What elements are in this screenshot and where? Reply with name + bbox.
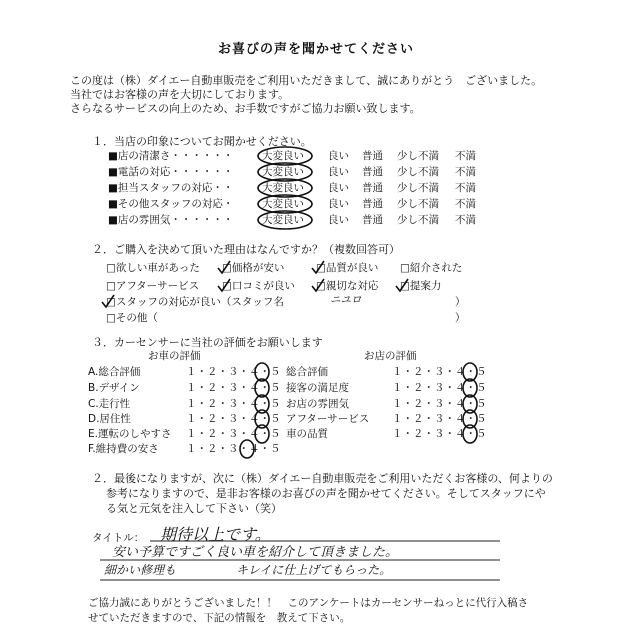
q3-car-item-label: E.運転のしやすさ	[88, 428, 172, 440]
q1-scale-normal[interactable]: 普通	[362, 198, 383, 210]
q3-car-item-label: F.維持費の安さ	[88, 443, 159, 455]
q2-option[interactable]: □アフターサービス	[106, 280, 200, 292]
q3-heading: ３．カーセンサーに当社の評価をお願いします	[92, 336, 323, 349]
q3-car-item-scale[interactable]: １・２・３・４・５	[186, 443, 281, 455]
q2-option[interactable]: □スタッフの対応が良い（スタッフ名	[106, 296, 284, 308]
q1-scale-good[interactable]: 良い	[328, 166, 349, 178]
q1-scale-good[interactable]: 良い	[328, 198, 349, 210]
q2-check-mark	[102, 295, 114, 307]
page-title: お喜びの声を聞かせてください	[218, 42, 415, 57]
q3-car-item-label: B.デザイン	[88, 382, 140, 394]
q2-check-mark	[312, 261, 324, 273]
q3-shop-item-scale[interactable]: １・２・３・４・５	[392, 398, 487, 410]
q3-car-item-scale[interactable]: １・２・３・４・５	[186, 366, 281, 378]
q1-scale-normal[interactable]: 普通	[362, 150, 383, 162]
q1-row-label: ■店の雰囲気・・・・・・	[108, 214, 234, 226]
q2-option[interactable]: □親切な対応	[316, 280, 379, 292]
q2-option[interactable]: □品質が良い	[316, 262, 379, 274]
q2-option[interactable]: □欲しい車があった	[106, 262, 200, 274]
q3-car-item-scale[interactable]: １・２・３・４・５	[186, 413, 281, 425]
q1-scale-dissatisfied[interactable]: 不満	[455, 198, 476, 210]
q4-title-value[interactable]: 期待以上です。	[160, 525, 271, 544]
q4-text-line-1: ２．最後になりますが、次に（株）ダイエー自動車販売をご利用いただくお客様の、何よりの	[92, 472, 553, 485]
q3-car-item-label: D.居住性	[88, 413, 131, 425]
intro-line-3: さらなるサービスの向上のため、お手数ですがご協力お願い致します。	[70, 102, 421, 115]
q2-close-paren: ）	[455, 296, 466, 308]
q2-check-mark	[218, 261, 230, 273]
q1-scale-normal[interactable]: 普通	[362, 166, 383, 178]
q4-title-label: タイトル：	[92, 532, 145, 544]
footer-line-2: せていただきますので、下記の情報を 教えて下さい。	[88, 612, 351, 624]
q3-car-header: お車の評価	[148, 350, 201, 362]
q3-car-item-scale[interactable]: １・２・３・４・５	[186, 428, 281, 440]
q1-scale-normal[interactable]: 普通	[362, 182, 383, 194]
q3-car-item-label: A.総合評価	[88, 366, 141, 378]
q2-heading: ２．ご購入を決めて頂いた理由はなんですか？（複数回答可）	[92, 243, 400, 256]
q3-shop-item-scale[interactable]: １・２・３・４・５	[392, 428, 487, 440]
q3-car-item-label: C.走行性	[88, 398, 131, 410]
q2-check-mark	[312, 279, 324, 291]
q1-scale-very-good[interactable]: 大変良い	[262, 214, 304, 226]
q3-shop-item-label: お店の雰囲気	[286, 398, 349, 410]
q1-scale-slightly-dissatisfied[interactable]: 少し不満	[397, 214, 439, 226]
q1-scale-good[interactable]: 良い	[328, 150, 349, 162]
q1-heading: １．当店の印象についてお聞かせください。	[92, 135, 312, 148]
q2-option[interactable]: □価格が安い	[222, 262, 285, 274]
q1-scale-very-good[interactable]: 大変良い	[262, 150, 304, 162]
q1-scale-slightly-dissatisfied[interactable]: 少し不満	[397, 150, 439, 162]
q1-scale-slightly-dissatisfied[interactable]: 少し不満	[397, 166, 439, 178]
footer-line-1: ご協力誠にありがとうございました！！ このアンケートはカーセンサーねっとに代行入稿さ	[88, 597, 529, 609]
q1-row-label: ■店の清潔さ・・・・・・	[108, 150, 234, 162]
q1-scale-dissatisfied[interactable]: 不満	[455, 182, 476, 194]
q3-shop-item-label: 車の品質	[286, 428, 328, 440]
q2-check-mark	[218, 279, 230, 291]
q4-body-line-3[interactable]: キレイに仕上げてもらった。	[236, 563, 392, 577]
q4-body-line-1[interactable]: 安い予算ですごく良い車を紹介して頂きました。	[112, 545, 399, 560]
intro-line-1: この度は（株）ダイエー自動車販売をご利用いただきまして、誠にありがとう ございました。	[70, 74, 543, 87]
q2-close-paren: ）	[455, 312, 466, 324]
q4-text-line-3: る気と元気を注入して下さい（笑）	[106, 502, 282, 515]
q3-shop-header: お店の評価	[364, 350, 417, 362]
q3-shop-item-label: 総合評価	[286, 366, 328, 378]
q1-scale-slightly-dissatisfied[interactable]: 少し不満	[397, 198, 439, 210]
q3-shop-item-label: 接客の満足度	[286, 382, 349, 394]
q3-shop-item-scale[interactable]: １・２・３・４・５	[392, 382, 487, 394]
q1-scale-very-good[interactable]: 大変良い	[262, 166, 304, 178]
q3-car-item-scale[interactable]: １・２・３・４・５	[186, 382, 281, 394]
q3-car-item-scale[interactable]: １・２・３・４・５	[186, 398, 281, 410]
q2-option[interactable]: □口コミが良い	[222, 280, 295, 292]
q1-scale-good[interactable]: 良い	[328, 182, 349, 194]
q1-scale-good[interactable]: 良い	[328, 214, 349, 226]
q3-car-rating-circle	[240, 440, 254, 458]
q4-body-line-2[interactable]: 細かい修理も	[104, 563, 177, 577]
q2-option[interactable]: □提案力	[400, 280, 442, 292]
q1-scale-very-good[interactable]: 大変良い	[262, 182, 304, 194]
q1-scale-dissatisfied[interactable]: 不満	[455, 166, 476, 178]
q1-scale-slightly-dissatisfied[interactable]: 少し不満	[397, 182, 439, 194]
q1-row-label: ■電話の対応・・・・・・	[108, 166, 234, 178]
q2-check-mark	[396, 279, 408, 291]
intro-line-2: 当社ではお客様の声を大切にしております。	[70, 88, 290, 101]
q1-scale-dissatisfied[interactable]: 不満	[455, 150, 476, 162]
q3-shop-item-label: アフターサービス	[286, 413, 370, 425]
q4-text-line-2: 参考になりますので、是非お客様のお喜びの声を聞かせてください。そしてスタッフにや	[106, 487, 546, 500]
q1-row-label: ■担当スタッフの対応・・	[108, 182, 234, 194]
q2-option[interactable]: □その他（	[106, 312, 158, 324]
q1-row-label: ■その他スタッフの対応・	[108, 198, 234, 210]
q3-shop-item-scale[interactable]: １・２・３・４・５	[392, 366, 487, 378]
q1-scale-very-good[interactable]: 大変良い	[262, 198, 304, 210]
q3-shop-item-scale[interactable]: １・２・３・４・５	[392, 413, 487, 425]
q2-staff-name-value[interactable]: ニユロ	[330, 294, 362, 306]
q1-scale-normal[interactable]: 普通	[362, 214, 383, 226]
q2-option[interactable]: □紹介された	[400, 262, 463, 274]
q1-scale-dissatisfied[interactable]: 不満	[455, 214, 476, 226]
